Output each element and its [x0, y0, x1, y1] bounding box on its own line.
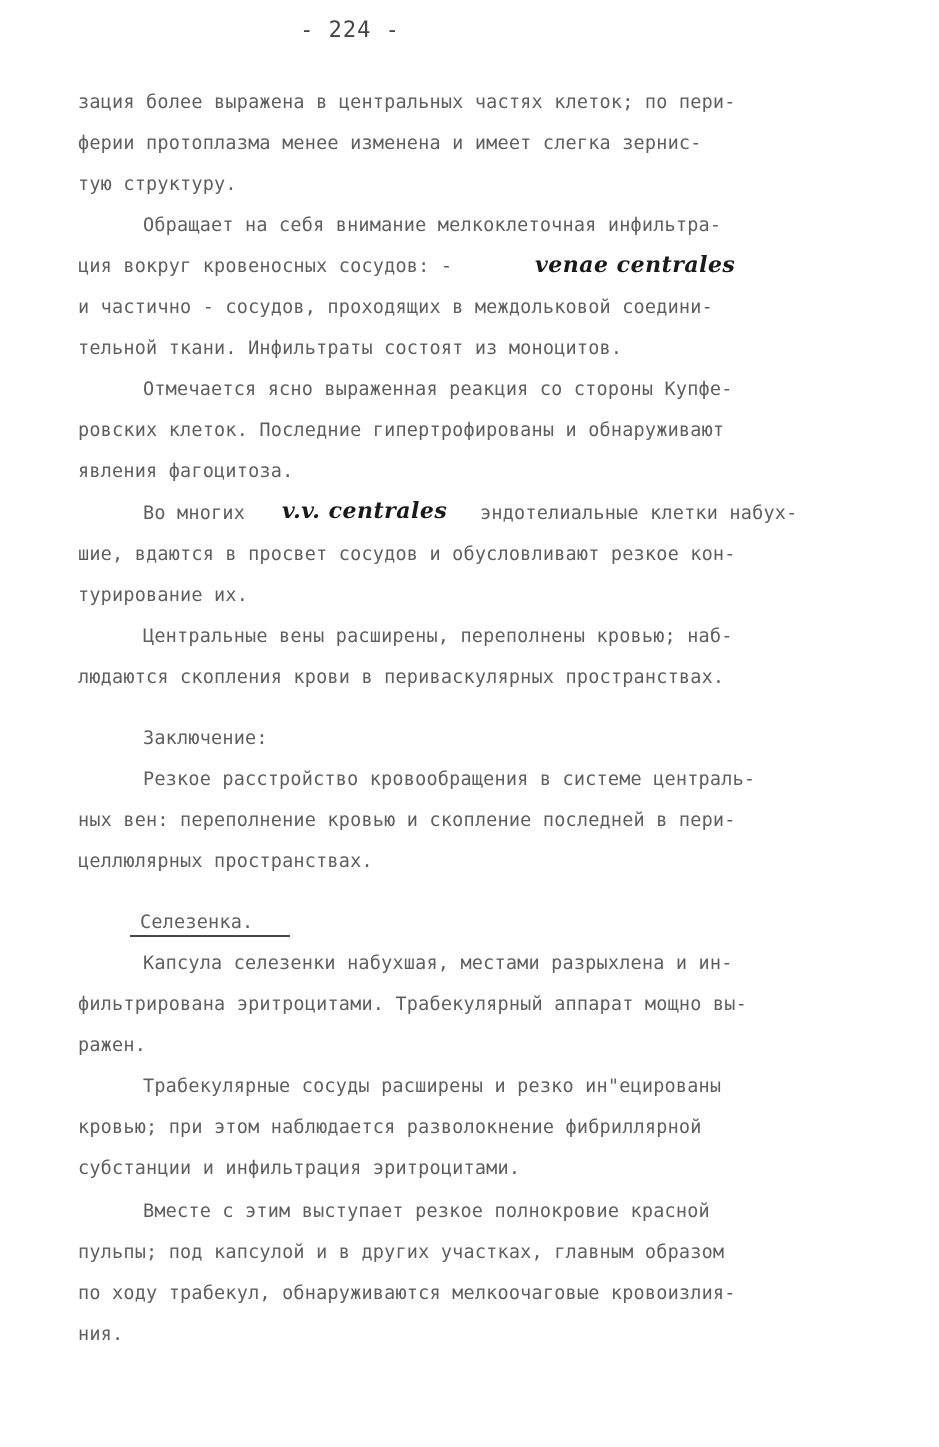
text-line: ровских клеток. Последние гипертрофированы и обнаруживают	[78, 420, 725, 441]
text-line: ния.	[78, 1324, 124, 1345]
text-line: шие, вдаются в просвет сосудов и обусловливают резкое кон-	[78, 544, 736, 565]
text-line: тую структуру.	[78, 174, 237, 195]
heading-underline	[130, 935, 290, 937]
text-line: Обращает на себя внимание мелкоклеточная инфильтра-	[143, 215, 722, 236]
text-line: ция вокруг кровеносных сосудов: -	[78, 256, 453, 277]
text-line: тельной ткани. Инфильтраты состоят из моноцитов.	[78, 338, 623, 359]
text-line: кровью; при этом наблюдается разволокнение фибриллярной	[78, 1117, 702, 1138]
text-line: Капсула селезенки набухшая, местами разрыхлена и ин-	[143, 953, 733, 974]
text-line: Вместе с этим выступает резкое полнокровие красной	[143, 1201, 710, 1222]
text-line: Резкое расстройство кровообращения в системе централь-	[143, 769, 756, 790]
text-line: зация более выражена в центральных частях клеток; по пери-	[78, 92, 736, 113]
text-line: ных вен: переполнение кровью и скопление последней в пери-	[78, 810, 736, 831]
text-line: эндотелиальные клетки набух-	[480, 503, 798, 524]
text-line: субстанции и инфильтрация эритроцитами.	[78, 1158, 521, 1179]
handwritten-annotation: venae centrales	[535, 252, 736, 278]
text-line: пульпы; под капсулой и в других участках, главным образом	[78, 1242, 725, 1263]
text-line: Отмечается ясно выраженная реакция со стороны Купфе-	[143, 379, 733, 400]
text-line: людаются скопления крови в периваскулярных пространствах.	[78, 667, 725, 688]
text-line: по ходу трабекул, обнаруживаются мелкоочаговые кровоизлия-	[78, 1283, 736, 1304]
text-line: Во многих	[143, 503, 246, 524]
text-line: явления фагоцитоза.	[78, 461, 294, 482]
page-number: - 224 -	[300, 18, 400, 43]
text-line: и частично - сосудов, проходящих в междольковой соедини-	[78, 297, 713, 318]
text-line: Центральные вены расширены, переполнены кровью; наб-	[143, 626, 733, 647]
text-line: фильтрирована эритроцитами. Трабекулярный аппарат мощно вы-	[78, 994, 747, 1015]
section-heading: Заключение:	[143, 728, 268, 749]
text-line: ферии протоплазма менее изменена и имеет слегка зернис-	[78, 133, 702, 154]
section-heading: Селезенка.	[140, 912, 254, 933]
text-line: Трабекулярные сосуды расширены и резко ин"ецированы	[143, 1076, 722, 1097]
text-line: ражен.	[78, 1035, 147, 1056]
text-line: турирование их.	[78, 585, 249, 606]
handwritten-annotation: v.v. centrales	[282, 498, 448, 524]
text-line: целлюлярных пространствах.	[78, 851, 373, 872]
